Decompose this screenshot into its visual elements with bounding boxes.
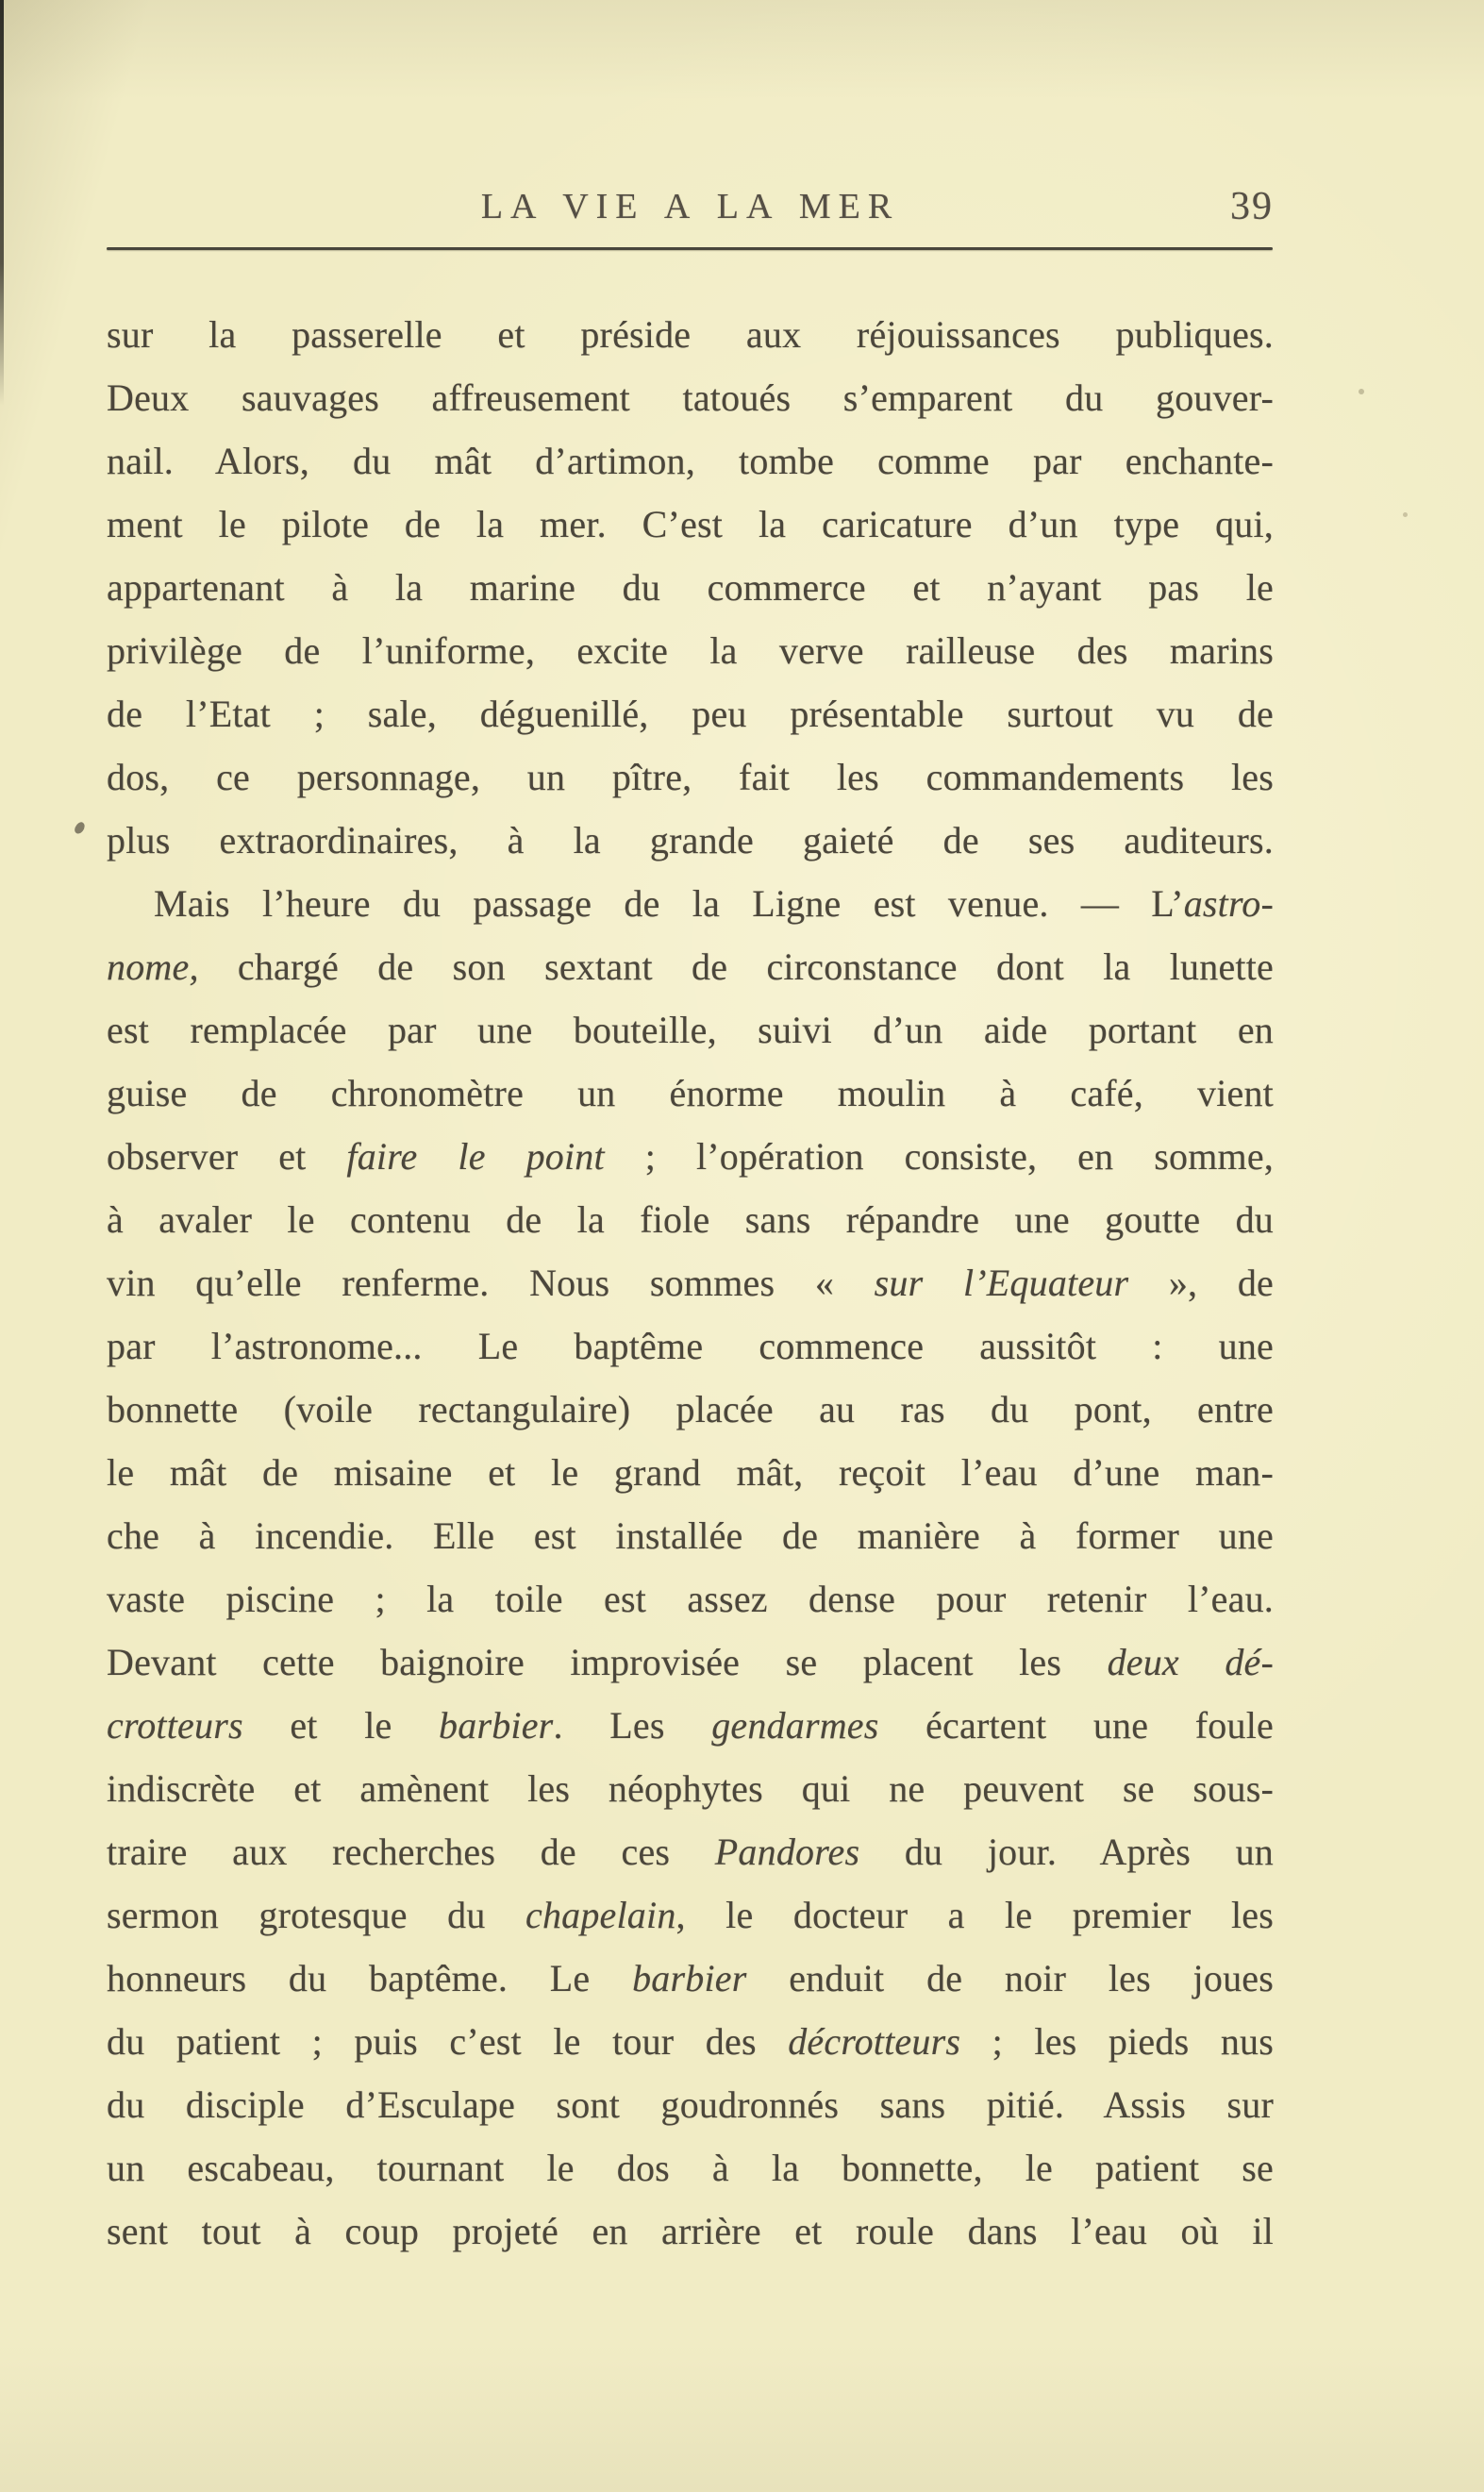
text-line bbox=[107, 809, 1274, 872]
body-text bbox=[107, 303, 1274, 2263]
text-line bbox=[107, 2010, 1274, 2073]
text-segment: le mât de misaine et le grand mât, reçoit l’eau d’une man- bbox=[107, 1451, 1274, 1494]
text-segment: du patient ; puis c’est le tour des bbox=[107, 2020, 789, 2063]
text-segment: sur la passerelle et préside aux réjouissances publiques. bbox=[107, 313, 1274, 356]
italic-text-segment: barbier bbox=[439, 1704, 554, 1747]
text-line bbox=[107, 1441, 1274, 1504]
text-segment: Deux sauvages affreusement tatoués s’emparent du gouver- bbox=[107, 376, 1274, 419]
italic-text-segment: gendarmes bbox=[711, 1704, 879, 1747]
text-line bbox=[107, 2199, 1274, 2263]
text-segment: , le docteur a le premier les bbox=[675, 1894, 1274, 1936]
text-segment: et le bbox=[242, 1704, 440, 1747]
text-segment: traire aux recherches de ces bbox=[107, 1831, 715, 1873]
text-line bbox=[107, 745, 1274, 809]
italic-text-segment: faire le point bbox=[346, 1135, 605, 1178]
text-segment: dos, ce personnage, un pître, fait les commandements les bbox=[107, 756, 1274, 798]
italic-text-segment: Pandores bbox=[714, 1831, 860, 1873]
text-segment: par l’astronome... Le baptême commence aussitôt : une bbox=[107, 1325, 1274, 1367]
text-segment: . Les bbox=[553, 1704, 712, 1747]
text-segment: ; l’opération consiste, en somme, bbox=[604, 1135, 1274, 1178]
paper-speck bbox=[1403, 512, 1408, 517]
text-line bbox=[107, 303, 1274, 366]
text-segment: indiscrète et amènent les néophytes qui ne peuvent se sous- bbox=[107, 1767, 1274, 1810]
text-segment: un escabeau, tournant le dos à la bonnette, le patient se bbox=[107, 2147, 1274, 2189]
italic-text-segment: astro- bbox=[1183, 882, 1274, 925]
text-line bbox=[107, 1820, 1274, 1883]
text-segment: privilège de l’uniforme, excite la verve railleuse des marins bbox=[107, 629, 1274, 672]
text-segment: écartent une foule bbox=[878, 1704, 1274, 1747]
text-segment: honneurs du baptême. Le bbox=[107, 1957, 633, 1999]
text-segment: appartenant à la marine du commerce et n’ayant pas le bbox=[107, 566, 1274, 609]
text-line bbox=[107, 1314, 1274, 1378]
italic-text-segment: décrotteurs bbox=[788, 2020, 961, 2063]
text-segment: vaste piscine ; la toile est assez dense pour retenir l’eau. bbox=[107, 1578, 1274, 1620]
text-line bbox=[107, 1378, 1274, 1441]
text-segment: ; les pieds nus bbox=[960, 2020, 1274, 2063]
text-line bbox=[107, 2136, 1274, 2199]
text-line bbox=[107, 682, 1274, 745]
text-segment: du disciple d’Esculape sont goudronnés sans pitié. Assis sur bbox=[107, 2083, 1274, 2126]
text-segment: Devant cette baignoire improvisée se placent les bbox=[107, 1641, 1108, 1683]
page-number: 39 bbox=[1230, 185, 1274, 228]
italic-text-segment: chapelain bbox=[525, 1894, 676, 1936]
running-title: LA VIE A LA MER bbox=[480, 187, 900, 226]
text-line bbox=[107, 493, 1274, 556]
italic-text-segment: nome, bbox=[107, 945, 199, 988]
text-line bbox=[107, 619, 1274, 682]
text-segment: chargé de son sextant de circonstance dont la lunette bbox=[198, 945, 1274, 988]
text-line bbox=[107, 556, 1274, 619]
text-line bbox=[107, 2073, 1274, 2136]
paper-speck bbox=[73, 821, 87, 836]
text-segment: est remplacée par une bouteille, suivi d’un aide portant en bbox=[107, 1009, 1274, 1051]
text-segment: sent tout à coup projeté en arrière et roule dans l’eau où il bbox=[107, 2210, 1274, 2252]
text-line bbox=[107, 1062, 1274, 1125]
text-line bbox=[107, 872, 1274, 935]
text-line bbox=[107, 1251, 1274, 1314]
text-line bbox=[107, 1694, 1274, 1757]
text-segment: vin qu’elle renferme. Nous sommes « bbox=[107, 1262, 875, 1304]
text-line bbox=[107, 1567, 1274, 1631]
text-segment: », de bbox=[1128, 1262, 1274, 1304]
text-segment: sermon grotesque du bbox=[107, 1894, 525, 1936]
text-line bbox=[107, 935, 1274, 998]
text-line bbox=[107, 429, 1274, 493]
text-line bbox=[107, 366, 1274, 429]
text-segment: guise de chronomètre un énorme moulin à café, vient bbox=[107, 1072, 1274, 1114]
text-segment: che à incendie. Elle est installée de manière à former une bbox=[107, 1514, 1274, 1557]
text-line bbox=[107, 1504, 1274, 1567]
text-line bbox=[107, 1125, 1274, 1188]
text-line bbox=[107, 1188, 1274, 1251]
italic-text-segment: crotteurs bbox=[107, 1704, 243, 1747]
text-segment: ment le pilote de la mer. C’est la caricature d’un type qui, bbox=[107, 503, 1274, 545]
text-line bbox=[107, 1631, 1274, 1694]
text-segment: nail. Alors, du mât d’artimon, tombe comme par enchante- bbox=[107, 440, 1274, 482]
text-line bbox=[107, 1757, 1274, 1820]
italic-text-segment: deux dé- bbox=[1107, 1641, 1275, 1683]
italic-text-segment: barbier bbox=[632, 1957, 747, 1999]
text-line bbox=[107, 1947, 1274, 2010]
header-rule bbox=[107, 247, 1273, 250]
text-segment: plus extraordinaires, à la grande gaieté de ses auditeurs. bbox=[107, 819, 1274, 861]
text-segment: à avaler le contenu de la fiole sans répandre une goutte du bbox=[107, 1198, 1274, 1241]
text-segment: du jour. Après un bbox=[859, 1831, 1274, 1873]
text-segment: de l’Etat ; sale, déguenillé, peu présentable surtout vu de bbox=[107, 693, 1274, 735]
text-segment: bonnette (voile rectangulaire) placée au ras du pont, entre bbox=[107, 1388, 1274, 1430]
paper-speck bbox=[1359, 389, 1364, 394]
text-segment: observer et bbox=[107, 1135, 347, 1178]
text-segment: Mais l’heure du passage de la Ligne est venue. — L’ bbox=[154, 882, 1184, 925]
italic-text-segment: sur l’Equateur bbox=[874, 1262, 1129, 1304]
scan-edge-artifact bbox=[0, 0, 4, 406]
running-head bbox=[107, 185, 1274, 226]
text-line bbox=[107, 1883, 1274, 1947]
text-line bbox=[107, 998, 1274, 1062]
text-segment: enduit de noir les joues bbox=[746, 1957, 1274, 1999]
